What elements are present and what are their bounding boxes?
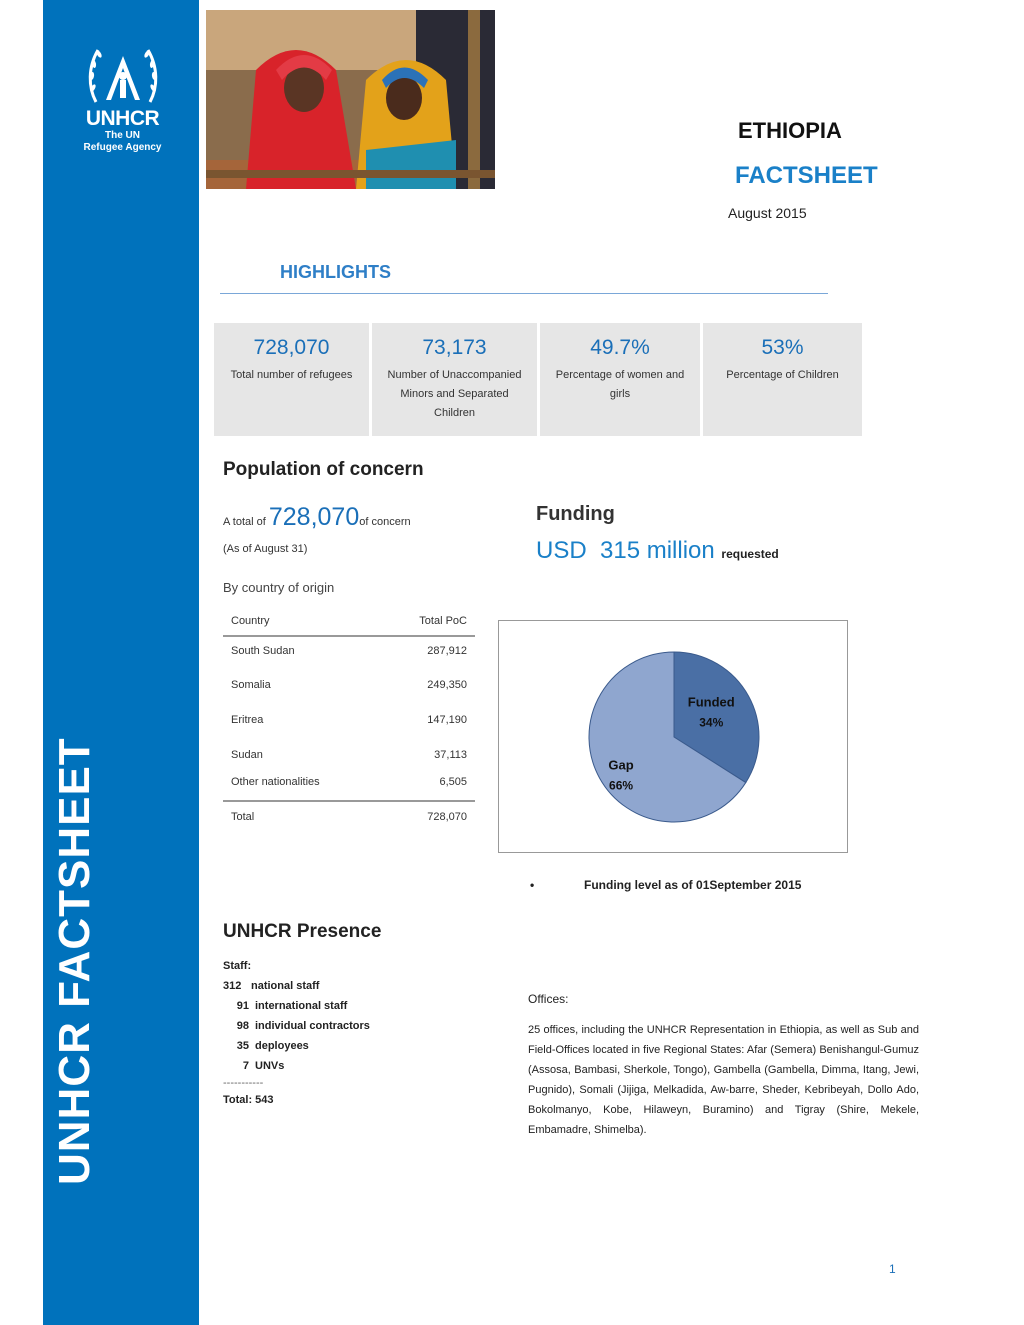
logo-name: UNHCR xyxy=(85,107,160,130)
highlight-value: 49.7% xyxy=(590,336,650,359)
staff-type: individual contractors xyxy=(255,1020,370,1032)
table-row xyxy=(223,749,475,767)
highlight-children xyxy=(703,323,862,436)
highlights-divider xyxy=(220,293,828,294)
funding-pie-chart xyxy=(498,620,848,853)
staff-item xyxy=(223,1056,370,1076)
funding-amount-line xyxy=(536,537,779,565)
table-header-rule xyxy=(223,635,475,637)
staff-label: Staff: xyxy=(223,960,252,972)
staff-count: 7 xyxy=(242,1060,249,1072)
staff-count: 98 xyxy=(236,1020,249,1032)
row-poc: 249,350 xyxy=(427,679,467,691)
population-total-line xyxy=(223,503,411,532)
page-number: 1 xyxy=(889,1262,896,1276)
row-poc: 6,505 xyxy=(439,776,467,788)
funding-requested: requested xyxy=(721,547,779,561)
doc-type: FACTSHEET xyxy=(735,162,878,189)
staff-total: Total: 543 xyxy=(223,1094,274,1106)
cover-photo xyxy=(206,10,495,189)
table-row xyxy=(223,714,475,732)
staff-item xyxy=(223,976,370,996)
highlight-label: Percentage of women and girls xyxy=(555,369,685,400)
pie-value-funded: 34% xyxy=(699,715,724,730)
staff-count: 312 xyxy=(223,980,242,992)
highlight-value: 728,070 xyxy=(253,336,330,359)
row-poc: 147,190 xyxy=(427,714,467,726)
staff-type: international staff xyxy=(255,1000,348,1012)
table-header xyxy=(223,615,475,633)
row-poc: 37,113 xyxy=(434,749,467,761)
row-poc: 287,912 xyxy=(427,645,467,657)
offices-text: 25 offices, including the UNHCR Representation in Ethiopia, as well as Sub and Field-Offices located in five Regional States: Afar (Semera) Benishangul-Gumuz (Assosa, Bambasi, Sherkole, Tongo), Gambella (Gambella, Dimma, Itang, Jewi, Pugnido), Somali (Jijiga, Melkadida, Aw-barre, Sheder, Kebribeyah, Dollo Ado, Bokolmanyo, Kobe, Hilaweyn, Buramino) and Tigray (Shire, Mekele, Embamadre, Shimelba). xyxy=(528,1024,919,1136)
country-title: ETHIOPIA xyxy=(738,118,842,143)
logo-subtitle-1: The UN xyxy=(105,130,140,141)
highlight-women xyxy=(540,323,700,436)
column-header-poc: Total PoC xyxy=(419,615,467,627)
table-row xyxy=(223,645,475,663)
presence-title: UNHCR Presence xyxy=(223,921,382,942)
highlight-label: Number of Unaccompanied Minors and Separated Children xyxy=(387,369,522,419)
funding-note-text: Funding level as of 01September 2015 xyxy=(584,878,802,892)
table-row xyxy=(223,679,475,697)
population-total: 728,070 xyxy=(268,503,360,531)
staff-count: 35 xyxy=(236,1040,249,1052)
laurel-shelter-icon xyxy=(86,42,160,106)
highlight-value: 53% xyxy=(761,336,804,359)
highlight-label: Percentage of Children xyxy=(726,369,839,381)
offices-label: Offices: xyxy=(528,992,569,1006)
pie-label-gap: Gap xyxy=(608,757,634,773)
vertical-title: UNHCR FACTSHEET xyxy=(50,737,99,1185)
staff-type: UNVs xyxy=(255,1060,285,1072)
row-country: Sudan xyxy=(231,749,263,761)
by-origin-label: By country of origin xyxy=(223,580,335,595)
highlight-value: 73,173 xyxy=(422,336,487,359)
highlight-total-refugees xyxy=(214,323,369,436)
row-country: Other nationalities xyxy=(231,776,320,788)
table-row xyxy=(223,776,475,794)
population-suffix: of concern xyxy=(359,516,411,528)
staff-item xyxy=(223,1016,370,1036)
staff-list xyxy=(223,956,370,1110)
pie-label-funded: Funded xyxy=(687,694,735,710)
total-label: Total xyxy=(231,811,255,823)
staff-count: 91 xyxy=(236,1000,249,1012)
table-total-row xyxy=(223,811,475,829)
pie-value-gap: 66% xyxy=(609,778,634,793)
staff-type: deployees xyxy=(255,1040,309,1052)
highlights-title: HIGHLIGHTS xyxy=(280,262,391,282)
highlight-label: Total number of refugees xyxy=(230,369,353,381)
row-country: Eritrea xyxy=(231,714,264,726)
funding-title: Funding xyxy=(536,503,615,525)
unhcr-logo xyxy=(75,42,170,154)
staff-item xyxy=(223,1036,370,1056)
logo-subtitle-2: Refugee Agency xyxy=(83,142,162,153)
population-title: Population of concern xyxy=(223,459,424,480)
staff-item xyxy=(223,996,370,1016)
bullet-icon: • xyxy=(530,878,535,892)
staff-separator: ----------- xyxy=(223,1077,264,1089)
highlight-minors xyxy=(372,323,537,436)
funding-amount: USD 315 million xyxy=(536,537,715,564)
row-country: Somalia xyxy=(231,679,271,691)
row-country: South Sudan xyxy=(231,645,295,657)
staff-type: national staff xyxy=(251,980,320,992)
population-as-of: (As of August 31) xyxy=(223,543,308,555)
report-date: August 2015 xyxy=(728,205,807,221)
funding-note xyxy=(530,878,801,892)
population-prefix: A total of xyxy=(223,516,266,528)
table-total-rule xyxy=(223,800,475,802)
total-poc: 728,070 xyxy=(427,811,467,823)
column-header-country: Country xyxy=(231,615,270,627)
